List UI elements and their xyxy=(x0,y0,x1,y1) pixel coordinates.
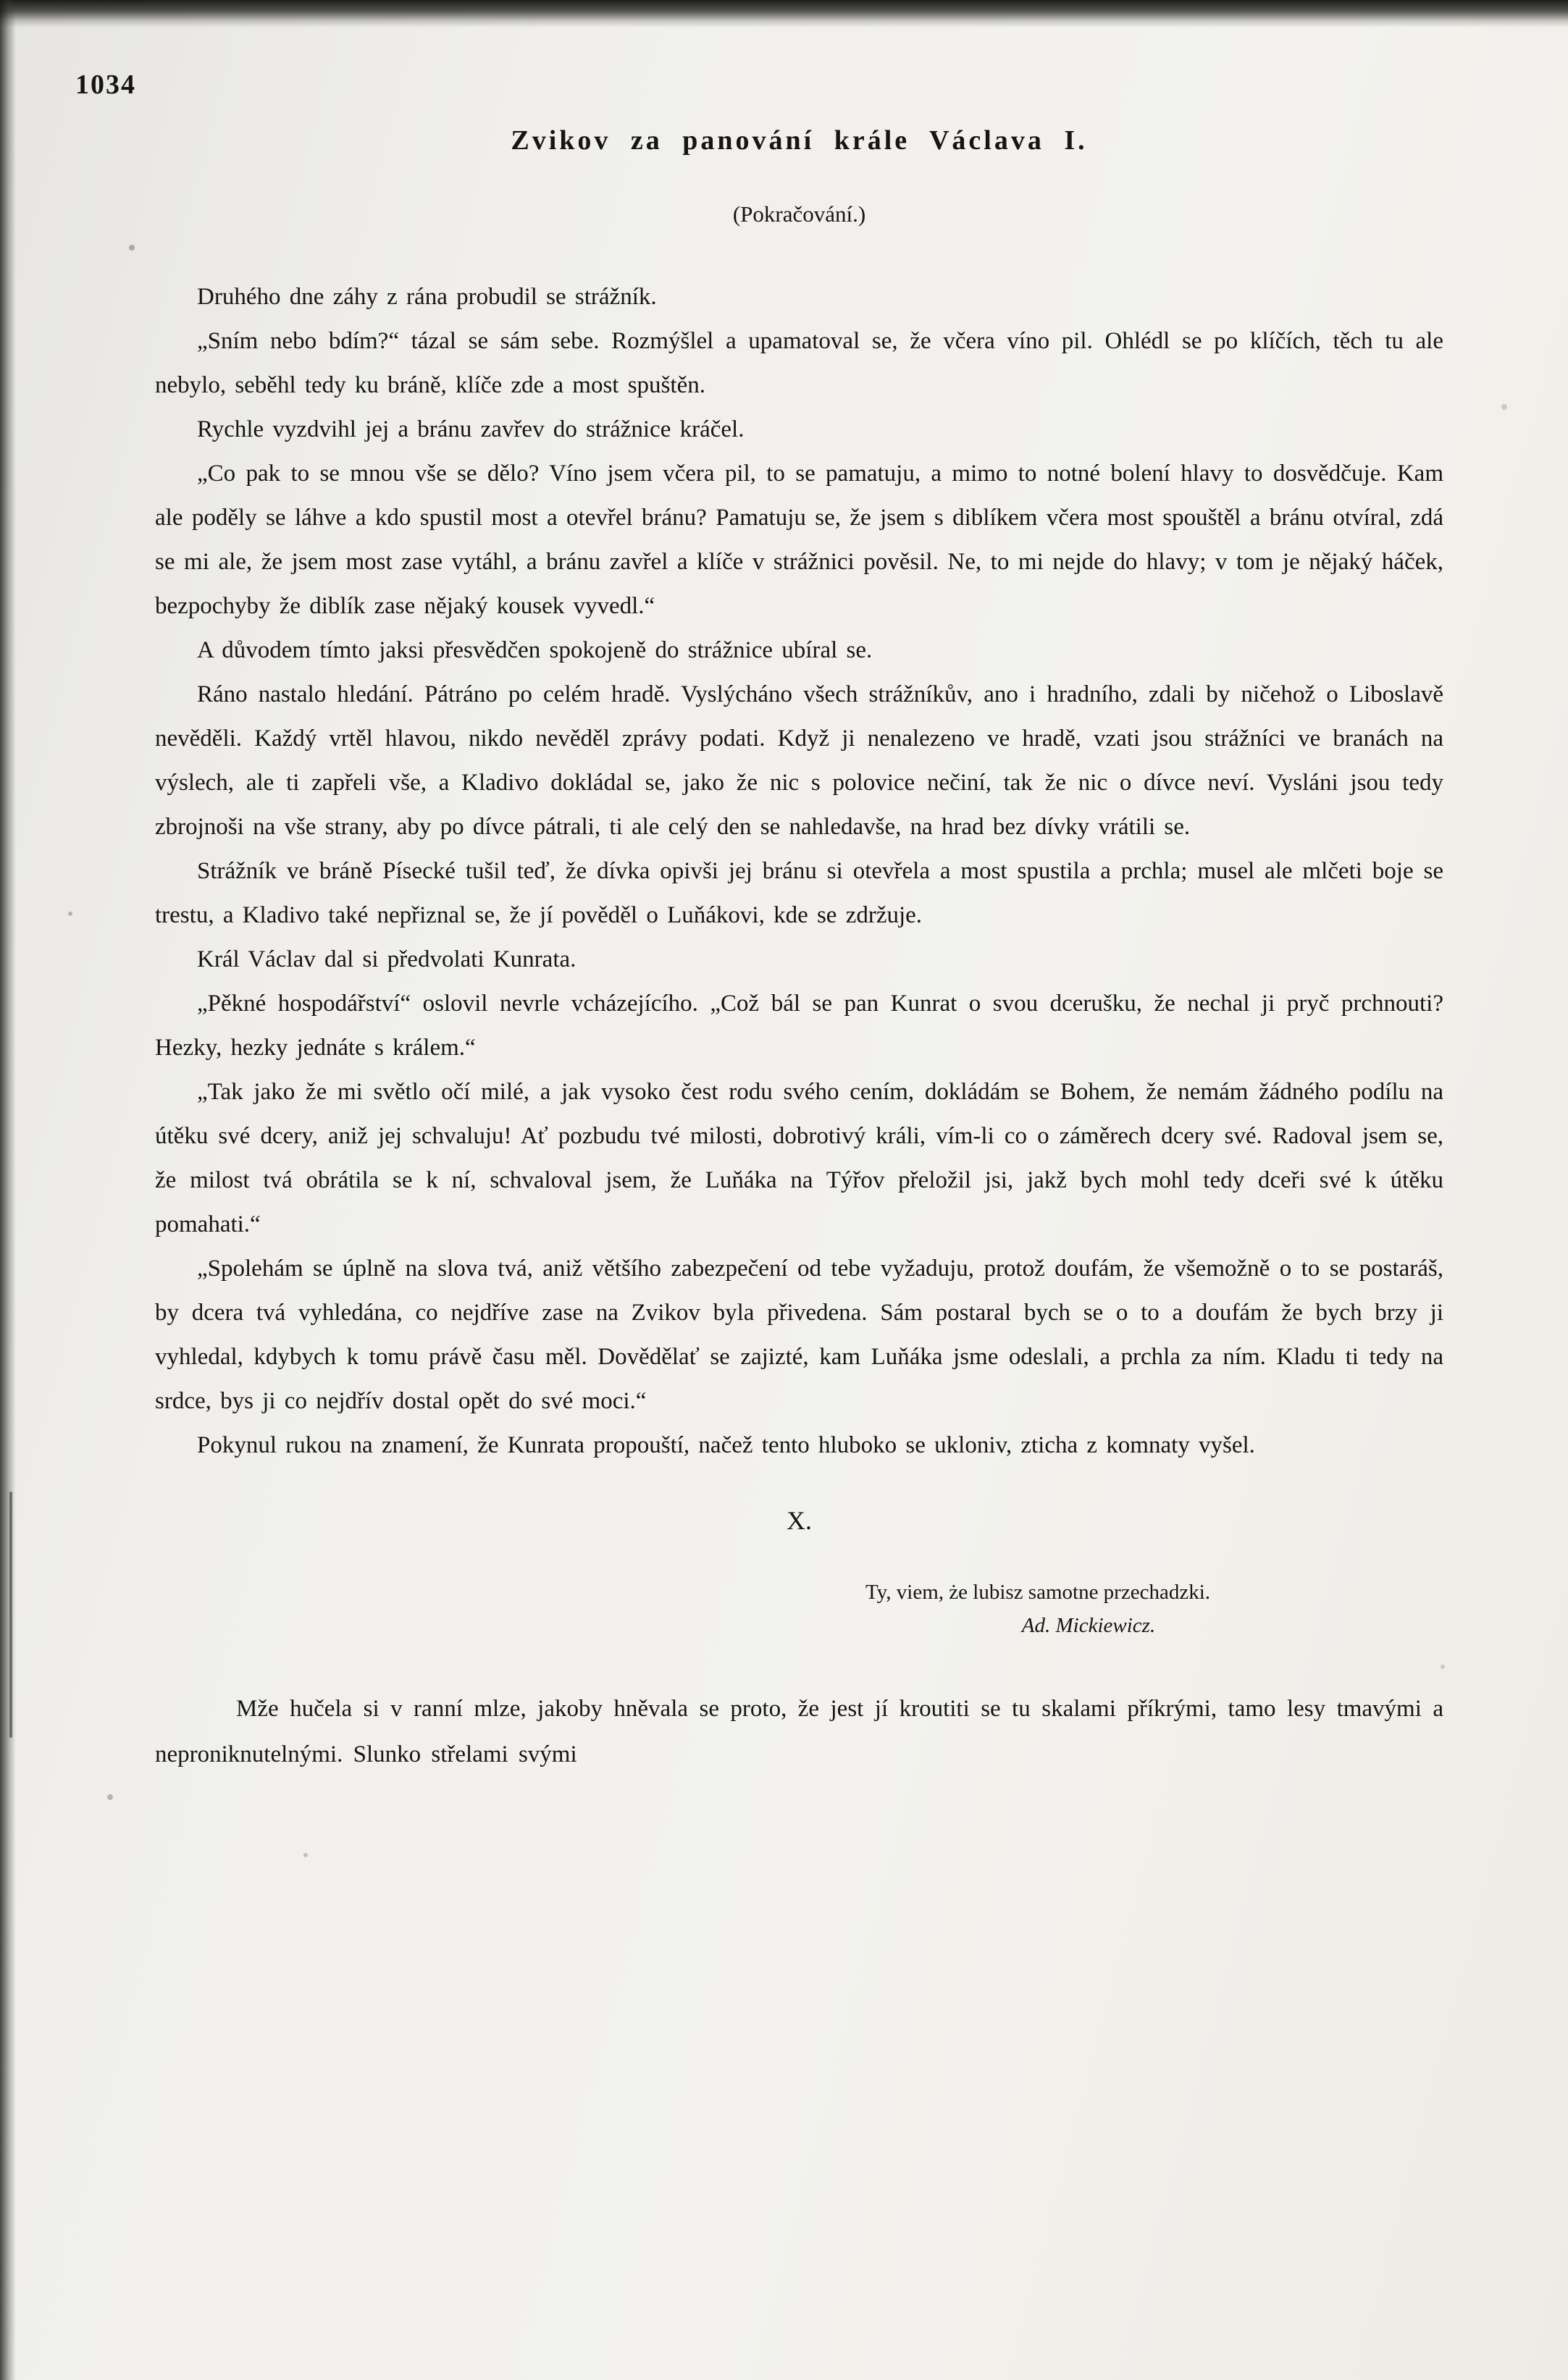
paragraph: „Spolehám se úplně na slova tvá, aniž většího zabezpečení od tebe vyžaduju, protož doufám, že všemožně o to se postaráš, by dcera tvá vyhledána, co nejdříve zase na Zvikov byla přivedena. Sám postaral bych se o to a doufám že bych brzy ji vyhledal, kdybych k tomu právě času měl. Dovědělať se zajizté, kam Luňáka jsme odeslali, a prchla za ním. Kladu ti tedy na srdce, bys ji co nejdřív dostal opět do své moci.“ xyxy=(155,1256,1443,1414)
epigraph-attribution: Ad. Mickiewicz. xyxy=(1021,1614,1156,1637)
paragraph: Ráno nastalo hledání. Pátráno po celém hradě. Vyslýcháno všech strážníkův, ano i hradního, zdali by ničehož o Liboslavě nevěděli. Každý vrtěl hlavou, nikdo nevěděl zprávy podati. Když ji nenalezeno ve hradě, vzati jsou strážníci ve branách na výslech, ale ti zapřeli vše, a Kladivo dokládal se, jako že nic s polovice nečiní, tak že nic o dívce neví. Vysláni jsou tedy zbrojnoši na vše strany, aby po dívce pátrali, ti ale celý den se nahledavše, na hrad bez dívky vrátili se. xyxy=(155,681,1443,840)
paragraph: „Tak jako že mi světlo očí milé, a jak vysoko čest rodu svého cením, dokládám se Bohem, že nemám žádného podílu na útěku své dcery, aniž jej schvaluju! Ať pozbudu tvé milosti, dobrotivý králi, vím-li co o záměrech dcery své. Radoval jsem se, že milost tvá obrátila se k ní, schvaloval jsem, že Luňáka na Týřov přeložil jsi, jakž bych mohl tedy dceři své k útěku pomahati.“ xyxy=(155,1079,1443,1237)
closing-paragraph: Mže hučela si v ranní mlze, jakoby hněvala se proto, že jest jí kroutiti se tu skalami příkrými, tamo lesy tmavými a neproniknutelnými. Slunko střelami svými xyxy=(155,1696,1443,1767)
paragraph: Rychle vyzdvihl jej a bránu zavřev do strážnice kráčel. xyxy=(197,416,745,442)
body-text xyxy=(155,275,1443,1468)
paragraph: „Sním nebo bdím?“ tázal se sám sebe. Rozmýšlel a upamatoval se, že včera víno pil. Ohlédl se po klíčích, těch tu ale nebylo, seběhl tedy ku bráně, klíče zde a most spuštěn. xyxy=(155,328,1443,398)
paragraph: Pokynul rukou na znamení, že Kunrata propouští, načež tento hluboko se ukloniv, zticha z komnaty vyšel. xyxy=(197,1432,1255,1458)
paragraph: „Pěkné hospodářství“ oslovil nevrle vcházejícího. „Což bál se pan Kunrat o svou dcerušku, že nechal ji pryč prchnouti? Hezky, hezky jednáte s králem.“ xyxy=(155,991,1443,1061)
paragraph: Strážník ve bráně Písecké tušil teď, že dívka opivši jej bránu si otevřela a most spustila a prchla; musel ale mlčeti boje se trestu, a Kladivo také nepřiznal se, že jí pověděl o Luňákovi, kde se zdržuje. xyxy=(155,858,1443,928)
page-number: 1034 xyxy=(75,70,136,100)
continuation-note: (Pokračování.) xyxy=(732,201,866,227)
chapter-title: Zvikov za panování krále Václava I. xyxy=(511,125,1088,156)
section-heading: X. xyxy=(787,1506,812,1535)
epigraph xyxy=(741,1578,1335,1640)
paragraph: Druhého dne záhy z rána probudil se strážník. xyxy=(197,284,657,310)
epigraph-text: Ty, viem, że lubisz samotne przechadzki. xyxy=(865,1581,1211,1604)
paragraph: A důvodem tímto jaksi přesvědčen spokojeně do strážnice ubíral se. xyxy=(197,637,873,663)
paragraph: Král Václav dal si předvolati Kunrata. xyxy=(197,946,577,972)
paragraph: „Co pak to se mnou vše se dělo? Víno jsem včera pil, to se pamatuju, a mimo to notné bolení hlavy to dosvědčuje. Kam ale poděly se láhve a kdo spustil most a otevřel bránu? Pamatuju se, že jsem s diblíkem včera most spouštěl a bránu otvíral, zdá se mi ale, že jsem most zase vytáhl, a bránu zavřel a klíče v strážnici pověsil. Ne, to mi nejde do hlavy; v tom je nějaký háček, bezpochyby že diblík zase nějaký kousek vyvedl.“ xyxy=(155,461,1443,619)
